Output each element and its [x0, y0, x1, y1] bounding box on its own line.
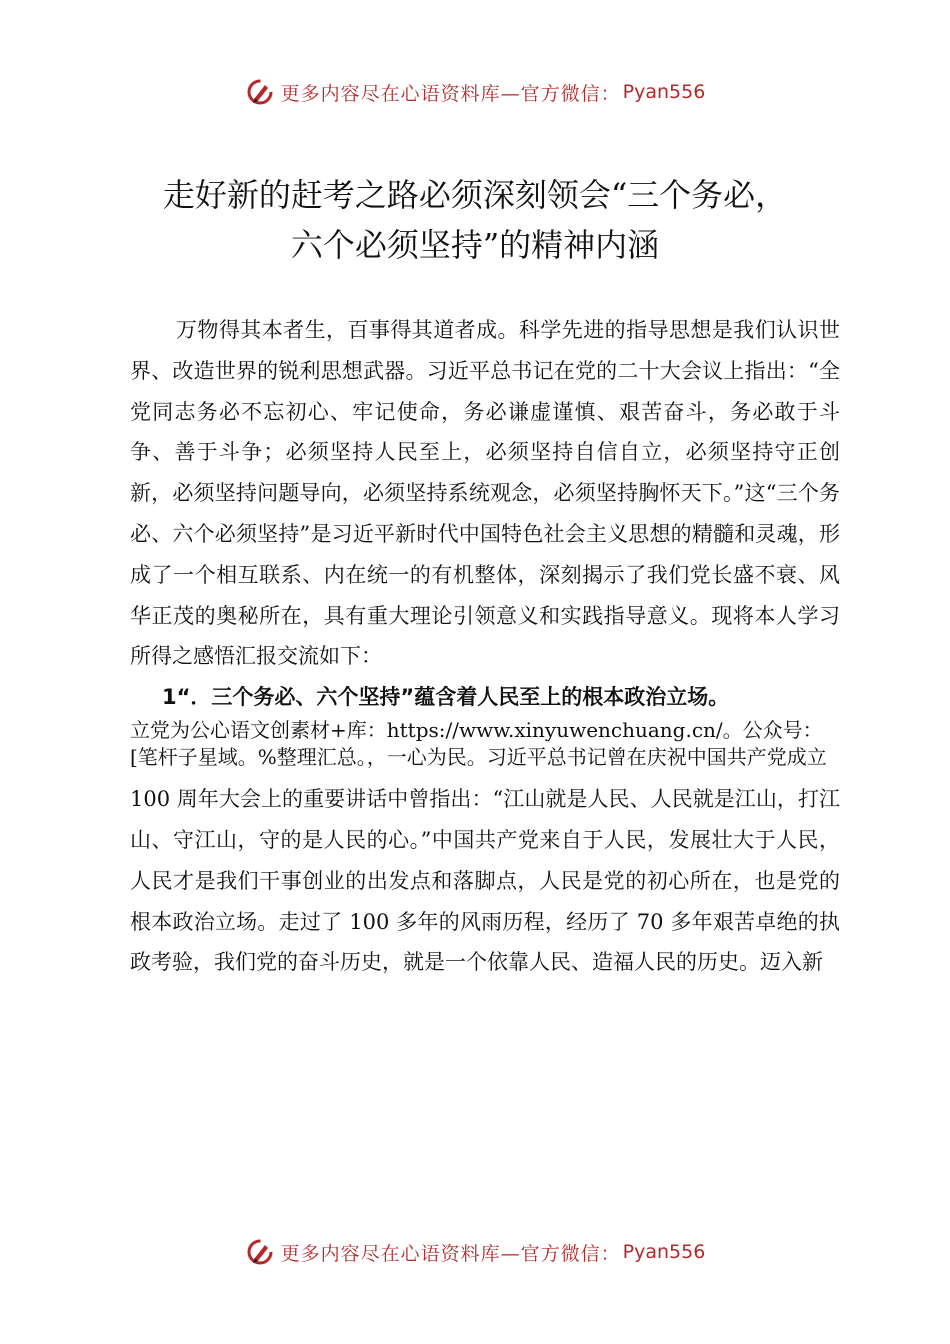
- banner-text: 更多内容尽在心语资料库—官方微信：: [280, 1242, 621, 1265]
- banner-wechat-id: Pyan556: [622, 1241, 706, 1263]
- banner-wechat-id: Pyan556: [622, 81, 706, 103]
- pen-nib-logo-icon: [245, 1237, 275, 1267]
- pen-nib-logo-icon: [245, 77, 275, 107]
- document-body: [130, 310, 840, 983]
- footer-banner: [0, 1232, 950, 1272]
- header-banner: [0, 72, 950, 112]
- section-heading-1: 1“．三个务必、六个坚持”蕴含着人民至上的根本政治立场。: [162, 685, 730, 710]
- source-note: 立党为公心语文创素材+库：https://www.xinyuwenchuang.cn/。公众号：[笔杆子星域。%整理汇总。，一心为民。习近平总书记曾在庆祝中国共产党成立: [130, 718, 827, 770]
- intro-paragraph: 万物得其本者生，百事得其道者成。科学先进的指导思想是我们认识世界、改造世界的锐利思想武器。习近平总书记在党的二十大会议上指出：“全党同志务必不忘初心、牢记使命，务必谦虚谨慎、艰苦奋斗，务必敢于斗争、善于斗争；必须坚持人民至上，必须坚持自信自立，必须坚持守正创新，必须坚持问题导向，必须坚持系统观念，必须坚持胸怀天下。”这“三个务必、六个必须坚持”是习近平新时代中国特色社会主义思想的精髓和灵魂，形成了一个相互联系、内在统一的有机整体，深刻揭示了我们党长盛不衰、风华正茂的奥秘所在，具有重大理论引领意义和实践指导意义。现将本人学习所得之感悟汇报交流如下：: [130, 318, 840, 669]
- document-title: [100, 170, 850, 270]
- title-line-2: 六个必须坚持”的精神内涵: [290, 226, 660, 264]
- banner-text: 更多内容尽在心语资料库—官方微信：: [280, 82, 621, 105]
- title-line-1: 走好新的赶考之路必须深刻领会“三个务必，: [162, 176, 788, 214]
- section-paragraph-1: 100 周年大会上的重要讲话中曾指出：“江山就是人民、人民就是江山，打江山、守江山，守的是人民的心。”中国共产党来自于人民，发展壮大于人民，人民才是我们干事创业的出发点和落脚点，人民是党的初心所在，也是党的根本政治立场。走过了 100 多年的风雨历程，经历了 70 多年艰苦卓绝的执政考验，我们党的奋斗历史，就是一个依靠人民、造福人民的历史。迈入新: [130, 787, 840, 975]
